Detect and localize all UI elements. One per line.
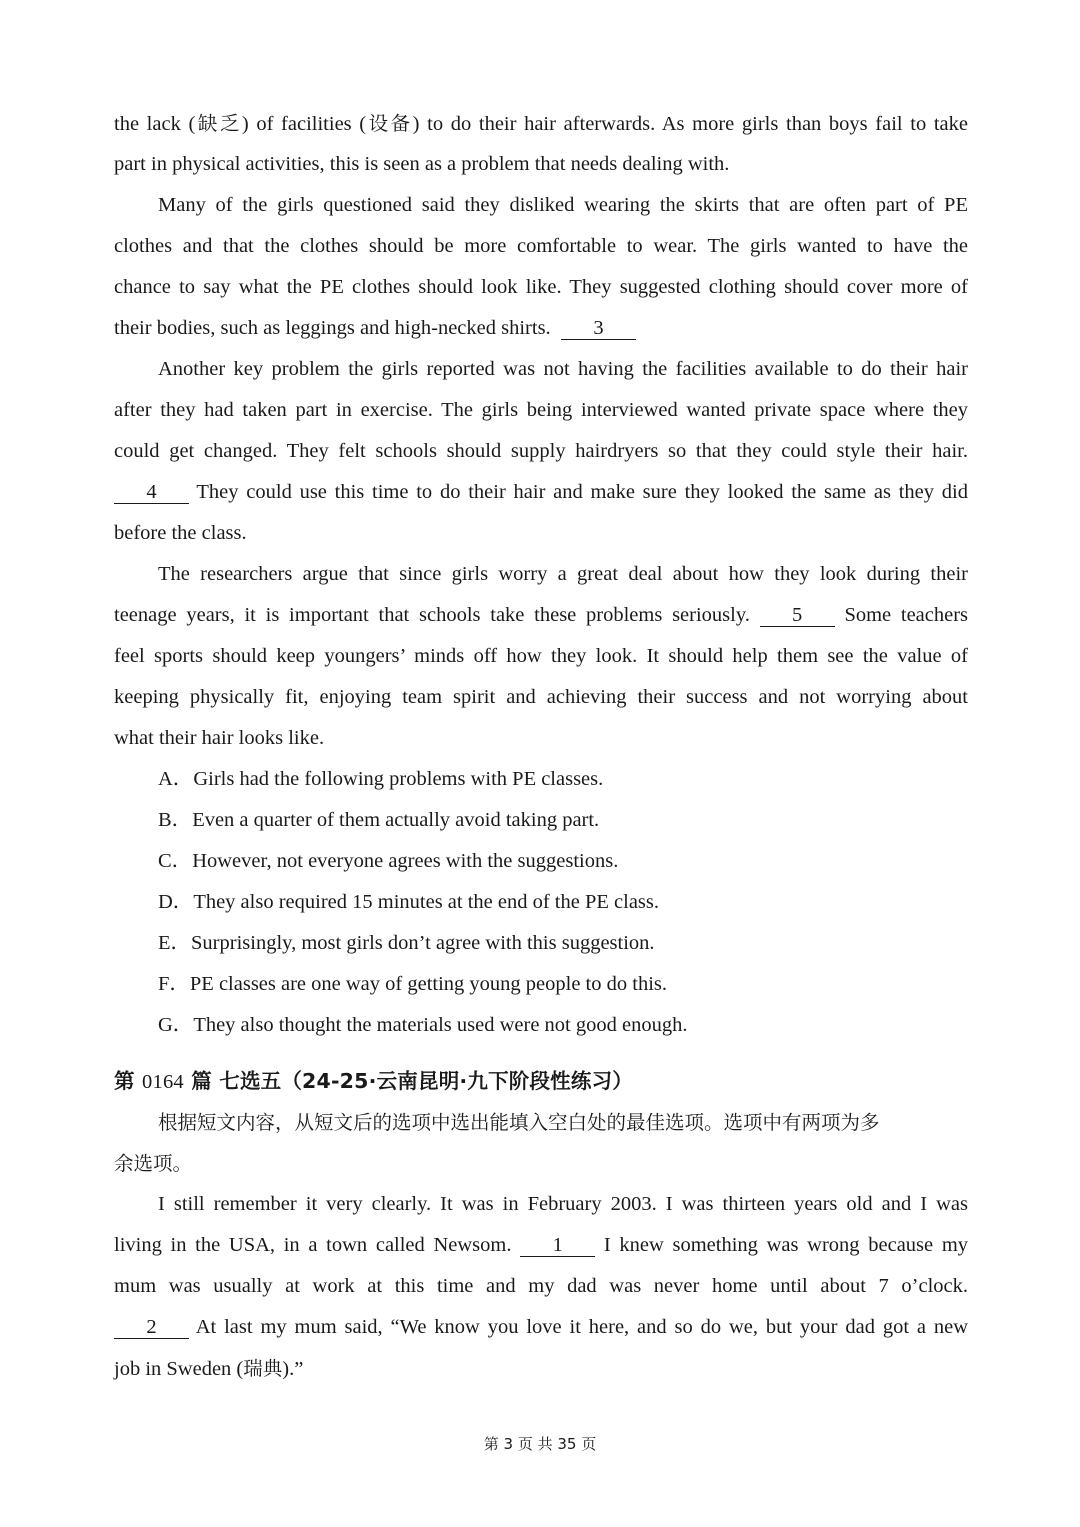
answer-blank-5[interactable]: 5	[760, 604, 835, 627]
instruction-text: 根据短文内容，从短文后的选项中选出能填入空白处的最佳选项。选项中有两项为多	[158, 1111, 880, 1134]
answer-blank-4[interactable]: 4	[114, 481, 189, 504]
passage-line: job in Sweden (瑞典).”	[114, 1357, 304, 1380]
passage-line: their bodies, such as leggings and high-necked shirts. 3	[114, 308, 968, 349]
option-g[interactable]: G．They also thought the materials used were not good enough.	[158, 1014, 688, 1036]
section-heading: 第 0164 篇 七选五（24-25·云南昆明·九下阶段性练习）	[114, 1069, 633, 1093]
answer-blank-2[interactable]: 2	[114, 1316, 189, 1339]
passage-line: after they had taken part in exercise. The girls being interviewed wanted private space where they	[114, 399, 968, 421]
passage-line: part in physical activities, this is seen as a problem that needs dealing with.	[114, 153, 730, 175]
instruction-text: 余选项。	[114, 1152, 193, 1175]
option-b[interactable]: B．Even a quarter of them actually avoid taking part.	[158, 809, 600, 831]
answer-blank-3[interactable]: 3	[561, 317, 636, 340]
paragraph-start: I still remember it very clearly. It was in February 2003. I was thirteen years old and I was	[158, 1193, 968, 1215]
passage-line: living in the USA, in a town called Newsom. 1 I knew something was wrong because my	[114, 1234, 969, 1256]
option-f[interactable]: F．PE classes are one way of getting young people to do this.	[158, 973, 668, 995]
answer-blank-1[interactable]: 1	[520, 1234, 595, 1257]
passage-line: 4 They could use this time to do their hair and make sure they looked the same as they did	[114, 472, 968, 513]
passage-line: teenage years, it is important that schools take these problems seriously. 5 Some teachers	[114, 604, 969, 626]
option-d[interactable]: D．They also required 15 minutes at the end of the PE class.	[158, 891, 659, 913]
passage-line: keeping physically fit, enjoying team spirit and achieving their success and not worrying about	[114, 686, 968, 708]
option-c[interactable]: C．However, not everyone agrees with the suggestions.	[158, 850, 619, 872]
passage-line: could get changed. They felt schools should supply hairdryers so that they could style their hair.	[114, 440, 968, 462]
page-footer: 第 3 页 共 35 页	[483, 1435, 597, 1453]
paragraph-start: Another key problem the girls reported was not having the facilities available to do their hair	[158, 358, 968, 380]
passage-line: the lack (缺乏) of facilities (设备) to do their hair afterwards. As more girls than boys fail to take	[114, 112, 968, 135]
paragraph-start: The researchers argue that since girls worry a great deal about how they look during their	[158, 563, 968, 585]
option-e[interactable]: E．Surprisingly, most girls don’t agree with this suggestion.	[158, 932, 655, 954]
passage-line: chance to say what the PE clothes should look like. They suggested clothing should cover more of	[114, 276, 968, 298]
passage-line: before the class.	[114, 522, 247, 544]
passage-line: mum was usually at work at this time and my dad was never home until about 7 o’clock.	[114, 1275, 968, 1297]
paragraph-start: Many of the girls questioned said they disliked wearing the skirts that are often part of PE	[158, 194, 968, 216]
passage-line: clothes and that the clothes should be more comfortable to wear. The girls wanted to have the	[114, 235, 968, 257]
passage-line: feel sports should keep youngers’ minds off how they look. It should help them see the value of	[114, 645, 968, 667]
option-a[interactable]: A．Girls had the following problems with PE classes.	[158, 768, 604, 790]
document-page	[114, 103, 968, 1389]
passage-line: what their hair looks like.	[114, 727, 325, 749]
passage-line: 2 At last my mum said, “We know you love it here, and so do we, but your dad got a new	[114, 1307, 968, 1348]
